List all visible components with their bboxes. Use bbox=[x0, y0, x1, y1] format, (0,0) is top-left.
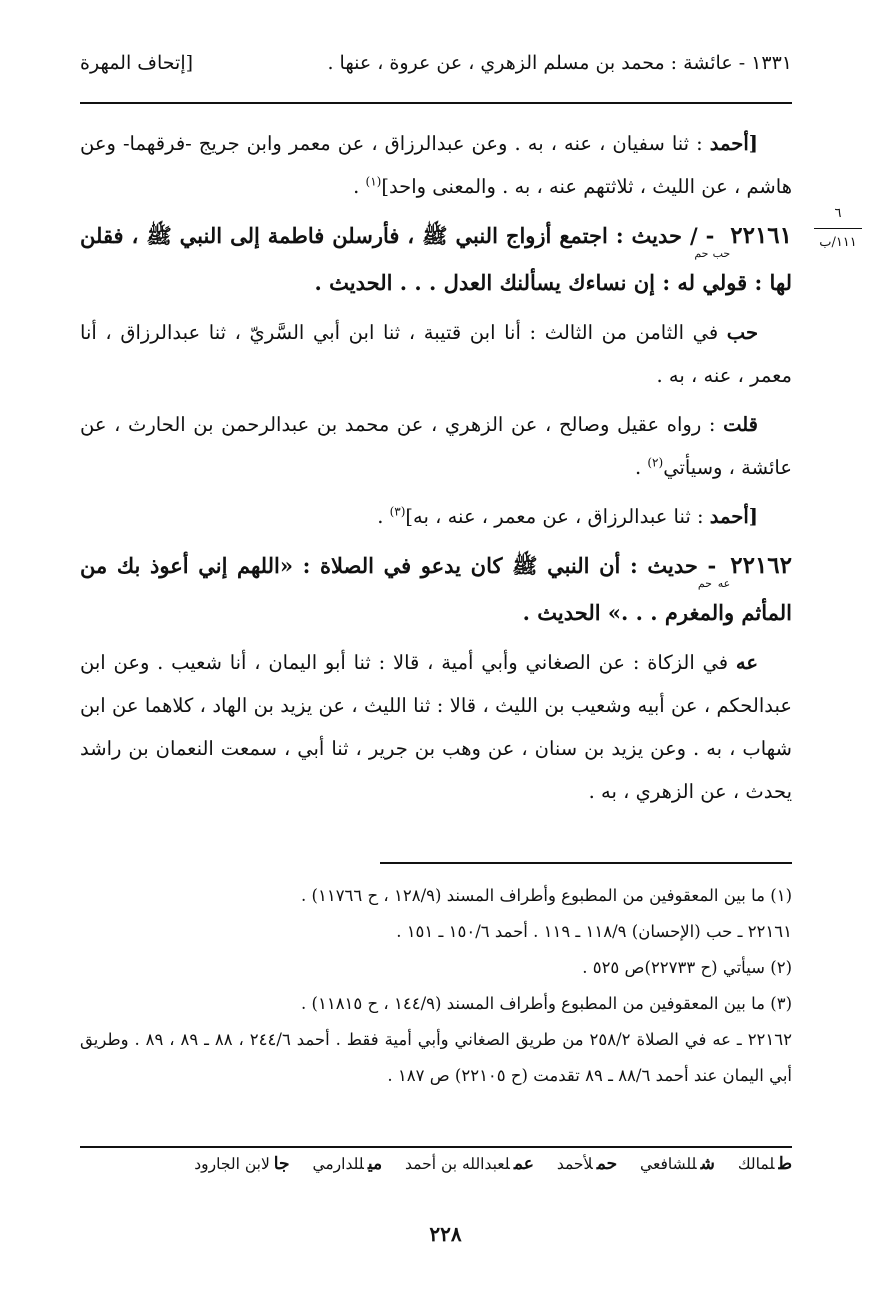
footnote-ref: (٢) bbox=[647, 455, 664, 470]
legend-label: للشافعي bbox=[640, 1155, 697, 1173]
footnote-1: (١) ما بين المعقوفين من المطبوع وأطراف المسند (١٢٨/٩ ، ح ١١٧٦٦) . bbox=[301, 886, 792, 905]
hadith-entry-22162 bbox=[80, 544, 792, 635]
margin-ref-bottom: ١١١/ب bbox=[819, 235, 857, 250]
source-label: حب bbox=[726, 321, 758, 344]
hadith-number: ٢٢١٦١ bbox=[730, 222, 793, 249]
paragraph-text: في الثامن من الثالث : أنا ابن قتيبة ، ثنا ابن أبي السَّريّ ، ثنا عبدالرزاق ، أنا معمر ، عنه ، به . bbox=[80, 321, 792, 387]
legend-label: لأحمد bbox=[556, 1155, 593, 1173]
legend-key: حم bbox=[596, 1154, 618, 1174]
legend-item bbox=[312, 1155, 382, 1173]
footnote-2: (٢) سيأتي (ح ٢٢٧٣٣)ص ٥٢٥ . bbox=[582, 958, 792, 977]
legend-label: لمالك bbox=[737, 1155, 775, 1173]
source-label: [أحمد bbox=[709, 505, 758, 528]
paragraph-end: . bbox=[353, 175, 366, 198]
legend-item bbox=[557, 1155, 617, 1173]
legend-label: لابن الجارود bbox=[194, 1155, 270, 1173]
source-label: عه bbox=[735, 651, 758, 674]
page-number: ٢٢٨ bbox=[429, 1222, 462, 1246]
legend-item bbox=[738, 1155, 792, 1173]
margin-ref-top: ٦ bbox=[834, 206, 842, 221]
hadith-text: - / حديث : اجتمع أزواج النبي ﷺ ، فأرسلن فاطمة إلى النبي ﷺ ، فقلن لها : قولي له : إن نساءك يسألنك العدل . . . الحديث . bbox=[80, 223, 792, 295]
footnotes bbox=[80, 878, 792, 1094]
footnote-ref: (١) bbox=[365, 174, 382, 189]
hadith-text: - حديث : أن النبي ﷺ كان يدعو في الصلاة : «اللهم إني أعوذ بك من المأثم والمغرم . . .» الحديث . bbox=[80, 553, 792, 625]
paragraph-text: : ثنا عبدالرزاق ، عن معمر ، عنه ، به] bbox=[405, 505, 710, 528]
paragraph-end: . bbox=[634, 456, 648, 479]
paragraph-ahmad-1 bbox=[80, 122, 792, 208]
legend-label: لعبدالله بن أحمد bbox=[405, 1155, 510, 1173]
legend-key: عم bbox=[513, 1154, 534, 1174]
paragraph-ahmad-2 bbox=[80, 495, 792, 538]
abbreviation-legend bbox=[80, 1154, 792, 1174]
paragraph-end: . bbox=[377, 505, 390, 528]
header-book-title: [إتحاف المهرة bbox=[80, 52, 194, 74]
header-title: ١٣٣١ - عائشة : محمد بن مسلم الزهري ، عن عروة ، عنها . bbox=[327, 52, 792, 74]
footnote-rule bbox=[380, 862, 792, 864]
paragraph-abu-awana bbox=[80, 641, 792, 813]
source-label: قلت bbox=[723, 413, 758, 436]
margin-manuscript-ref bbox=[808, 206, 868, 251]
paragraph-text: في الزكاة : عن الصغاني وأبي أمية ، قالا : ثنا أبو اليمان ، أنا شعيب . وعن ابن عبدالحكم ، عن أبيه وشعيب بن الليث ، قالا : ثنا الليث ، عن يزيد بن الهاد ، كلاهما عن ابن شهاب ، به . وعن يزيد بن سنان ، عن وهب بن جرير ، ثنا أبي ، سمعت النعمان بن راشد يحدث ، عن الزهري ، به . bbox=[80, 651, 792, 803]
legend-key: ط bbox=[778, 1154, 792, 1174]
paragraph-text: : ثنا سفيان ، عنه ، به . وعن عبدالرزاق ، عن معمر وابن جريج -فرقهما- وعن هاشم ، عن الليث ، ثلاثتهم عنه ، به . والمعنى واحد] bbox=[80, 132, 792, 198]
legend-key: مي bbox=[367, 1154, 383, 1174]
legend-item bbox=[405, 1155, 534, 1173]
legend-rule bbox=[80, 1146, 792, 1148]
source-label: [أحمد bbox=[709, 132, 758, 155]
legend-key: جا bbox=[273, 1154, 290, 1174]
hadith-siglum: حب حم bbox=[694, 247, 731, 260]
hadith-number: ٢٢١٦٢ bbox=[730, 552, 793, 579]
paragraph-text: : رواه عقيل وصالح ، عن الزهري ، عن محمد بن عبدالرحمن بن الحارث ، عن عائشة ، وسيأتي bbox=[80, 413, 792, 479]
running-header bbox=[80, 52, 792, 92]
margin-ref-divider bbox=[814, 228, 862, 229]
paragraph-hibban bbox=[80, 311, 792, 397]
footnote-hadith-22162: ٢٢١٦٢ ـ عه في الصلاة ٢٥٨/٢ من طريق الصغاني وأبي أمية فقط . أحمد ٢٤٤/٦ ، ٨٨ ـ ٨٩ ، ٨٩ . وطريق أبي اليمان عند أحمد ٨٨/٦ ـ ٨٩ تقدمت (ح ٢٢١٠٥) ص ١٨٧ . bbox=[80, 1030, 792, 1085]
paragraph-qultu bbox=[80, 403, 792, 489]
main-text bbox=[80, 122, 792, 819]
header-rule bbox=[80, 102, 792, 104]
legend-item bbox=[194, 1155, 289, 1173]
hadith-entry-22161 bbox=[80, 214, 792, 305]
footnote-hadith-22161: ٢٢١٦١ ـ حب (الإحسان) ١١٨/٩ ـ ١١٩ . أحمد ١٥٠/٦ ـ ١٥١ . bbox=[396, 922, 792, 941]
legend-key: ش bbox=[700, 1154, 715, 1174]
legend-item bbox=[640, 1155, 715, 1173]
hadith-siglum: عه حم bbox=[697, 577, 731, 590]
footnote-3: (٣) ما بين المعقوفين من المطبوع وأطراف المسند (١٤٤/٩ ، ح ١١٨١٥) . bbox=[301, 994, 792, 1013]
legend-label: للدارمي bbox=[312, 1155, 364, 1173]
footnote-ref: (٣) bbox=[389, 504, 406, 519]
